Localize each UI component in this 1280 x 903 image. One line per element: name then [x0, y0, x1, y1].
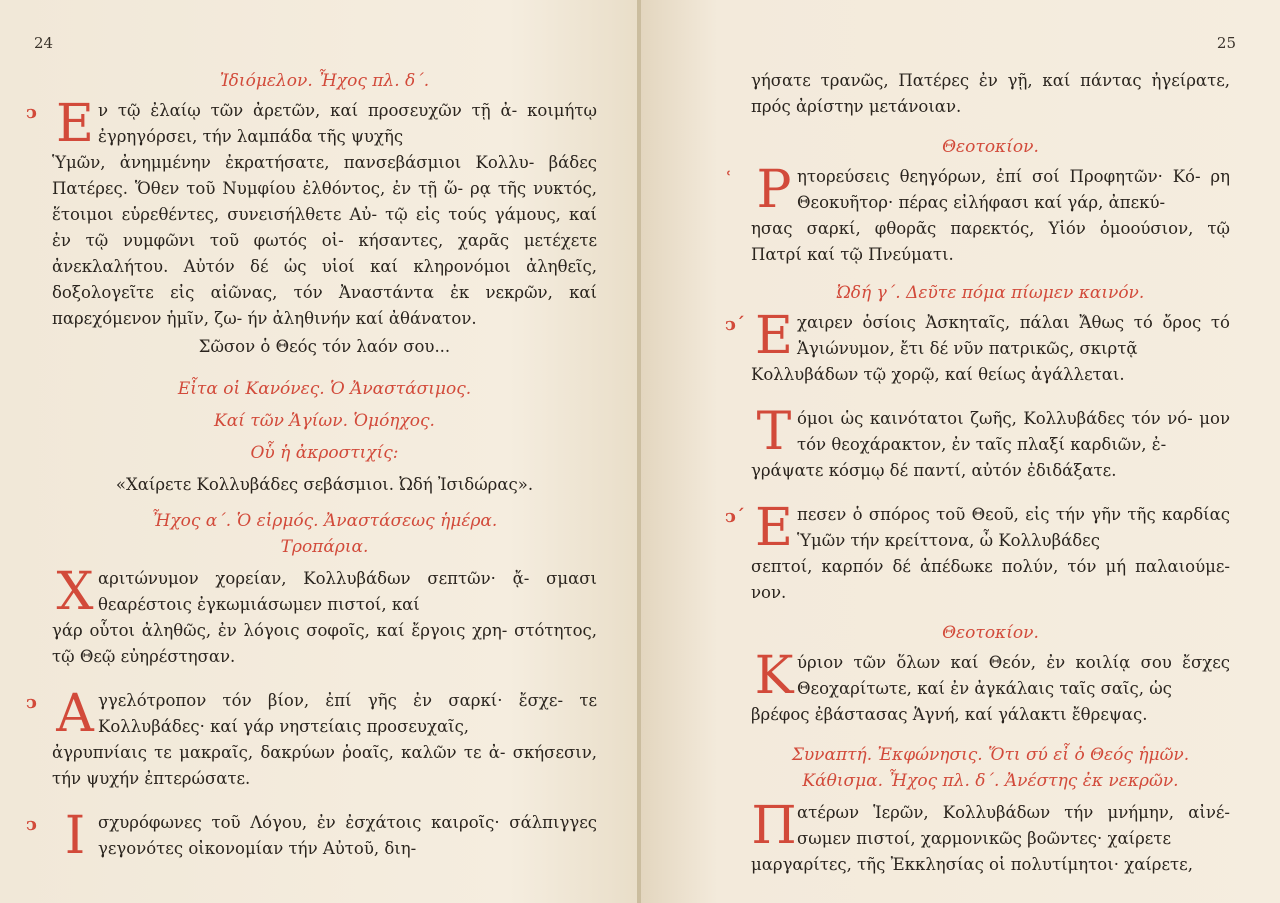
heading-theotokion-1: Θεοτοκίον. [942, 137, 1039, 157]
drop-cap-iota: Ι [64, 806, 86, 866]
theotokion-1-start: ητορεύσεις θεηγόρων, ἐπί σοί Προφητῶν· Κό- ρη Θεοκυῆτορ· πέρας εἰλήφασι καί γάρ, ἀπεκύ- [797, 167, 1230, 212]
ode3-troparion-1-start: χαιρεν ὁσίοις Ἀσκηταῖς, πάλαι Ἄθως τό ὄρος τό Ἁγιώνυμον, ἔτι δέ νῦν πατρικῶς, σκιρτᾷ [797, 313, 1230, 358]
kathisma-cont: μαργαρίτες, τῆς Ἐκκλησίας οἱ πολυτίμητοι· χαίρετε, [751, 855, 1193, 874]
rubric-troparia: Τροπάρια. [280, 537, 369, 557]
troparion-2-start: γγελότροπον τόν βίον, ἐπί γῆς ἐν σαρκί· ἔσχε- τε Κολλυβάδες· καί γάρ νηστείαις προσευχαῖς, [98, 691, 597, 736]
drop-cap-tau: Τ [756, 402, 792, 462]
drop-cap-rho: Ρ [756, 160, 792, 220]
troparion-1-cont: γάρ οὗτοι ἀληθῶς, ἐν λόγοις σοφοῖς, καί ἔργοις χρη- στότητος, τῷ Θεῷ εὐηρέστησαν. [52, 621, 597, 666]
heading-theotokion-2: Θεοτοκίον. [942, 623, 1039, 643]
rubric-heirmos: Ἦχος α΄. Ὁ εἱρμός. Ἀναστάσεως ἡμέρα. [151, 511, 498, 531]
mark-grave-2: ͻ΄ [725, 506, 745, 527]
drop-cap-alpha: Α [56, 684, 94, 744]
rubric-synapti: Συναπτή. Ἐκφώνησις. Ὅτι σύ εἶ ὁ Θεός ἡμῶν. [791, 745, 1190, 765]
mark-aspirate: ʿ [725, 168, 732, 189]
ode3-troparion-2-start: όμοι ὡς καινότατοι ζωῆς, Κολλυβάδες τόν νό- μον τόν θεοχάρακτον, ἐν ταῖς πλαξί καρδιῶν, ἐ- [797, 409, 1230, 454]
troparion-2-cont: ἀγρυπνίαις τε μακραῖς, δακρύων ῥοαῖς, καλῶν τε ἀ- σκήσεσιν, τήν ψυχήν ἐπτερώσατε. [52, 743, 597, 788]
drop-cap-chi: Χ [56, 562, 94, 622]
right-page [641, 0, 1280, 903]
theotokion-1-cont: ησας σαρκί, φθορᾶς παρεκτός, Υἱόν ὁμοούσιον, τῷ Πατρί καί τῷ Πνεύματι. [751, 219, 1230, 264]
saose-line: Σῶσον ὁ Θεός τόν λαόν σου... [198, 337, 451, 356]
drop-cap-e: Ε [56, 94, 94, 154]
theotokion-2-cont: βρέφος ἐβάστασας Ἁγνή, καί γάλακτι ἔθρεψας. [751, 705, 1148, 724]
ode3-troparion-3-cont: σεπτοί, καρπόν δέ ἀπέδωκε πολύν, τόν μή παλαιούμε- νον. [751, 557, 1230, 602]
ode3-troparion-3-start: πεσεν ὁ σπόρος τοῦ Θεοῦ, εἰς τήν γῆν τῆς καρδίας Ὑμῶν τήν κρείττονα, ὦ Κολλυβάδες [797, 505, 1230, 550]
acrostic-line: «Χαίρετε Κολλυβάδες σεβάσμιοι. Ὠδή Ἰσιδώρας». [115, 475, 534, 494]
drop-cap-pi: Π [751, 796, 797, 856]
mark-apostrophe-2: ͻ [26, 692, 37, 713]
paragraph-1-start: ν τῷ ἐλαίῳ τῶν ἀρετῶν, καί προσευχῶν τῇ ἀ- κοιμήτῳ ἐγρηγόρσει, τήν λαμπάδα τῆς ψυχῆς [98, 101, 597, 146]
page-number-right: 25 [1216, 34, 1236, 52]
rubric-kanones: Εἶτα οἱ Κανόνες. Ὁ Ἀναστάσιμος. [177, 379, 472, 399]
heading-ode-3: Ὠδή γ΄. Δεῦτε πόμα πίωμεν καινόν. [836, 283, 1145, 303]
ode3-troparion-1-cont: Κολλυβάδων τῷ χορῷ, καί θείως ἀγάλλεται. [751, 365, 1125, 384]
drop-cap-e-2: Ε [755, 306, 793, 366]
heading-idiomelon: Ἰδιόμελον. Ἦχος πλ. δ΄. [219, 71, 430, 91]
paragraph-1-cont: Ὑμῶν, ἀνημμένην ἐκρατήσατε, πανσεβάσμιοι Κολλυ- βάδες Πατέρες. Ὅθεν τοῦ Νυμφίου ἐλθόντος, ἐν τῇ ὥ- ρᾳ τῆς νυκτός, ἕτοιμοι εὑρεθέντες, συνεισήλθετε Αὐ- τῷ εἰς τούς γάμους, καί ἐν τῷ νυμφῶνι τοῦ φωτός οἰ- κήσαντες, χαρᾶς μετέχετε ἀνεκλαλήτου. Αὐτόν δέ ὡς υἱοί καί κληρονόμοι ἀληθεῖς, δοξολογεῖτε εἰς αἰῶνας, τόν Ἀναστάντα ἐκ νεκρῶν, καί παρεχόμενον ἡμῖν, ζω- ήν ἀληθινήν καί ἀθάνατον. [52, 153, 597, 328]
drop-cap-kappa: Κ [754, 646, 794, 706]
rubric-akrostichis: Οὗ ἡ ἀκροστιχίς: [250, 443, 399, 463]
right-paragraph-0: γήσατε τρανῶς, Πατέρες ἐν γῇ, καί πάντας ἠγείρατε, πρός ἀρίστην μετάνοιαν. [751, 71, 1230, 116]
troparion-3-start: σχυρόφωνες τοῦ Λόγου, ἐν ἐσχάτοις καιροῖς· σάλπιγγες γεγονότες οἰκονομίαν τήν Αὐτοῦ, διη- [98, 813, 597, 858]
theotokion-2-start: ύριον τῶν ὅλων καί Θεόν, ἐν κοιλίᾳ σου ἔσχες Θεοχαρίτωτε, καί ἐν ἀγκάλαις ταῖς σαῖς, ὡς [797, 653, 1230, 698]
drop-cap-e-3: Ε [755, 498, 793, 558]
mark-apostrophe-3: ͻ [26, 814, 37, 835]
mark-apostrophe: ͻ [26, 102, 37, 123]
troparion-1-start: αριτώνυμον χορείαν, Κολλυβάδων σεπτῶν· ᾄ- σμασι θεαρέστοις ἐγκωμιάσωμεν πιστοί, καί [98, 569, 597, 614]
page-number-left: 24 [34, 34, 54, 52]
rubric-agion: Καί τῶν Ἁγίων. Ὁμόηχος. [214, 411, 435, 431]
mark-grave: ͻ΄ [725, 314, 745, 335]
left-page [0, 0, 637, 903]
ode3-troparion-2-cont: γράψατε κόσμῳ δέ παντί, αὐτόν ἐδιδάξατε. [751, 461, 1117, 480]
rubric-kathisma: Κάθισμα. Ἦχος πλ. δ΄. Ἀνέστης ἐκ νεκρῶν. [802, 771, 1179, 791]
kathisma-start: ατέρων Ἱερῶν, Κολλυβάδων τήν μνήμην, αἰνέ- σωμεν πιστοί, χαρμονικῶς βοῶντες· χαίρετε [797, 803, 1230, 848]
